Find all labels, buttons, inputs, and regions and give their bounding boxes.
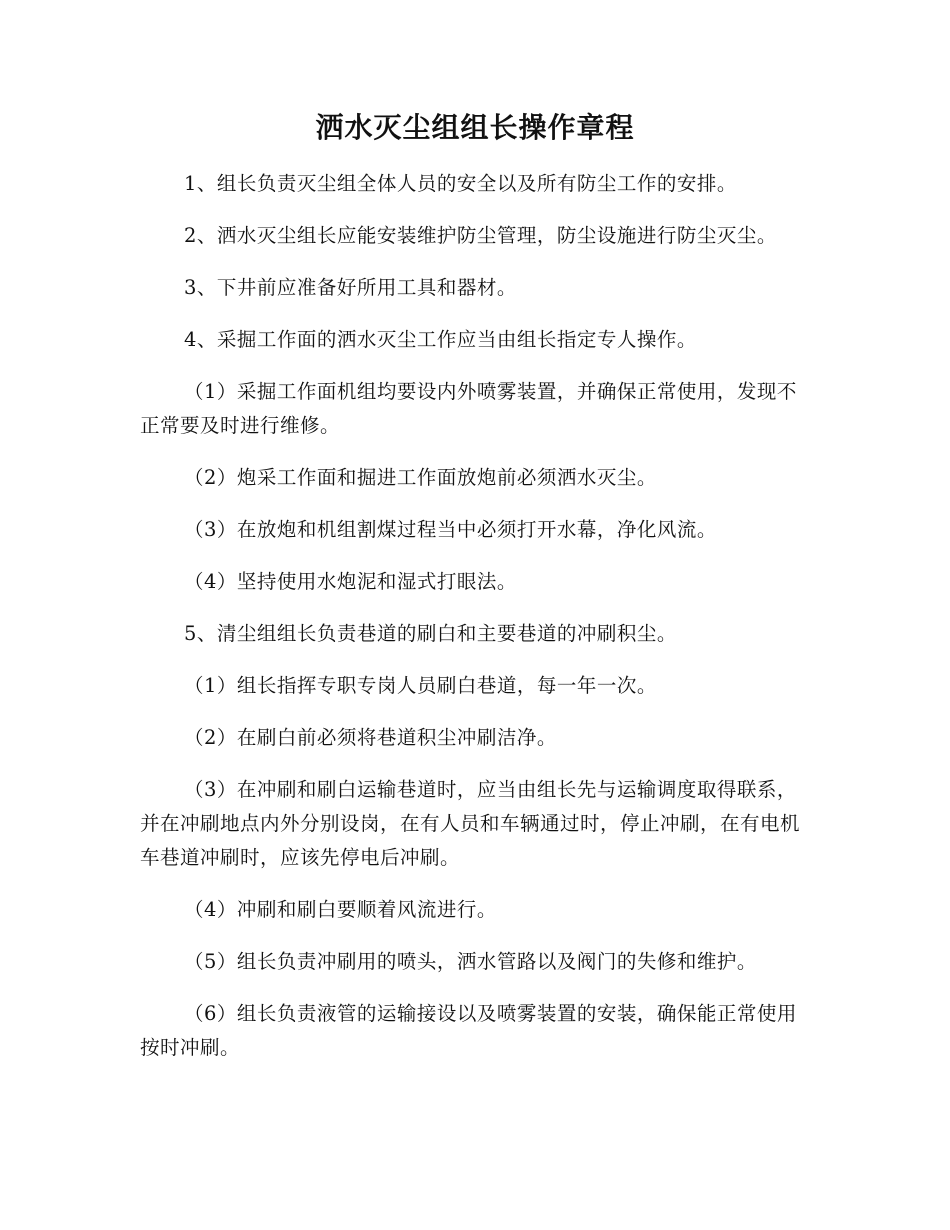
paragraph-5-6: （6）组长负责液管的运输接设以及喷雾装置的安装，确保能正常使用按时冲刷。: [140, 1002, 797, 1059]
paragraph-5-2: （2）在刷白前必须将巷道积尘冲刷洁净。: [184, 726, 557, 749]
paragraph-4: 4、采掘工作面的洒水灭尘工作应当由组长指定专人操作。: [184, 328, 697, 351]
paragraph-4-2: （2）炮采工作面和掘进工作面放炮前必须洒水灭尘。: [184, 466, 657, 489]
paragraph-1: 1、组长负责灭尘组全体人员的安全以及所有防尘工作的安排。: [184, 172, 737, 195]
paragraph-5-3: （3）在冲刷和刷白运输巷道时，应当由组长先与运输调度取得联系，并在冲刷地点内外分别设岗，在有人员和车辆通过时，停止冲刷，在有电机车巷道冲刷时，应该先停电后冲刷。: [140, 778, 801, 869]
paragraph-5-1: （1）组长指挥专职专岗人员刷白巷道，每一年一次。: [184, 674, 657, 697]
document-title: 洒水灭尘组组长操作章程: [315, 111, 635, 144]
paragraph-4-4: （4）坚持使用水炮泥和湿式打眼法。: [184, 570, 517, 593]
paragraph-4-1: （1）采掘工作面机组均要设内外喷雾装置，并确保正常使用，发现不正常要及时进行维修。: [140, 380, 797, 437]
paragraph-4-3: （3）在放炮和机组割煤过程当中必须打开水幕，净化风流。: [184, 518, 717, 541]
paragraph-2: 2、洒水灭尘组长应能安装维护防尘管理，防尘设施进行防尘灭尘。: [184, 224, 777, 247]
paragraph-5-5: （5）组长负责冲刷用的喷头，洒水管路以及阀门的失修和维护。: [184, 950, 757, 973]
paragraph-5: 5、清尘组组长负责巷道的刷白和主要巷道的冲刷积尘。: [184, 622, 677, 645]
paragraph-3: 3、下井前应准备好所用工具和器材。: [184, 276, 517, 299]
paragraph-5-4: （4）冲刷和刷白要顺着风流进行。: [184, 898, 497, 921]
document-body: [140, 167, 810, 1083]
